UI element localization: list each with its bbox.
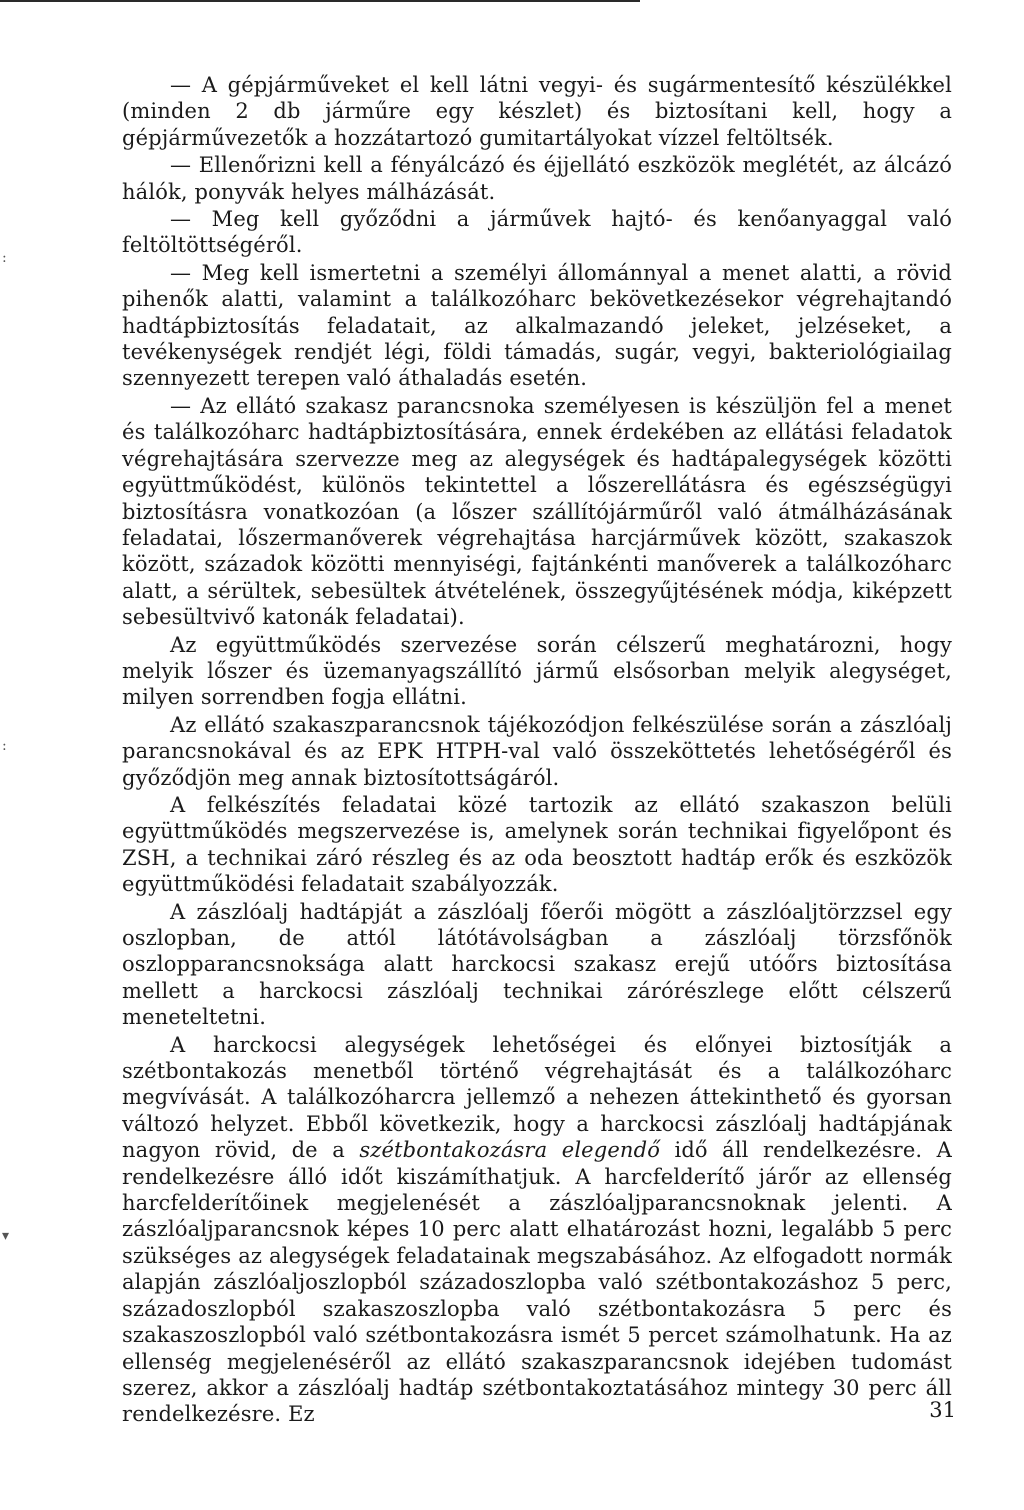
paragraph: Az együttműködés szervezése során célszerű meghatározni, hogy melyik lőszer és üzemanyagszállító jármű elsősorban melyik alegységet, milyen sorrendben fogja ellátni. bbox=[122, 632, 952, 710]
paragraph: — Meg kell győződni a járművek hajtó- és kenőanyaggal való feltöltöttségéről. bbox=[122, 207, 952, 258]
paragraph: — A gépjárműveket el kell látni vegyi- és sugármentesítő készülékkel (minden 2 db járműre egy készlet) és biztosítani kell, hogy a gépjárművezetők a hozzátartozó gumitartályokat vízzel feltöltsék. bbox=[122, 73, 952, 150]
page-number: 31 bbox=[929, 1398, 956, 1422]
paragraph: — Ellenőrizni kell a fényálcázó és éjjellátó eszközök meglétét, az álcázó hálók, ponyvák helyes málházását. bbox=[122, 153, 952, 204]
margin-mark: ▾ bbox=[2, 1228, 10, 1244]
margin-mark: : bbox=[2, 738, 7, 754]
paragraph: A zászlóalj hadtápját a zászlóalj főerői mögött a zászlóaljtörzzsel egy oszlopban, de attól látótávolságban a zászlóalj törzsfőnök oszlopparancsnoksága alatt harckocsi szakasz erejű utóőrs biztosítása mellett a harckocsi zászlóalj technikai zárórészlege előtt célszerű meneteltetni. bbox=[122, 899, 952, 1030]
paragraph: — Az ellátó szakasz parancsnoka személyesen is készüljön fel a menet és találkozóharc hadtápbiztosítására, ennek érdekében az ellátási feladatok végrehajtására szervezze meg az alegységek és hadtápalegységek közötti együttműködést, különös tekintettel a lőszerellátásra és egészségügyi biztosításra vonatkozóan (a lőszer szállítójárműről való átmálházásának feladatai, lőszermanőverek végrehajtása harcjárművek között, szakaszok között, századok közötti mennyiségi, fajtánkénti manőverek a találkozóharc alatt, a sérültek, sebesültek átvételének, összegyűjtésének módja, kiképzett sebesültvivő katonák feladatai). bbox=[122, 393, 952, 630]
paragraph: A felkészítés feladatai közé tartozik az ellátó szakaszon belüli együttműködés megszervezése is, amelynek során technikai figyelőpont és ZSH, a technikai záró részleg és az oda beosztott hadtáp erők és eszközök együttműködési feladatait szabályozzák. bbox=[122, 792, 952, 897]
top-rule bbox=[0, 0, 640, 2]
emphasis: szétbontakozásra elegendő bbox=[359, 1138, 660, 1163]
paragraph: A harckocsi alegységek lehetőségei és előnyei biztosítják a szétbontakozás menetből történő végrehajtását és a találkozóharc megvívását. A találkozóharcra jellemző a nehezen áttekinthető és gyorsan változó helyzet. Ebből következik, hogy a harckocsi zászlóalj hadtápjának nagyon rövid, de a szétbontakozásra elegendő idő áll rendelkezésre. A rendelkezésre álló időt kiszámíthatjuk. A harcfelderítő járőr az ellenség harcfelderítőinek megjelenését a zászlóaljparancsnoknak jelenti. A zászlóaljparancsnok képes 10 perc alatt elhatározást hozni, legalább 5 perc szükséges az alegységek feladatainak megszabásához. Az elfogadott normák alapján zászlóaljoszlopból századoszlopba való szétbontakozáshoz 5 perc, századoszlopból szakaszoszlopba való szétbontakozásra 5 perc és szakaszoszlopból való szétbontakozásra ismét 5 percet számolhatunk. Ha az ellenség megjelenéséről az ellátó szakaszparancsnok idejében tudomást szerez, akkor a zászlóalj hadtáp szétbontakoztatásához mintegy 30 perc áll rendelkezésre. Ez bbox=[122, 1032, 952, 1427]
paragraph: — Meg kell ismertetni a személyi állománnyal a menet alatti, a rövid pihenők alatti, valamint a találkozóharc bekövetkezésekor végrehajtandó hadtápbiztosítás feladatait, az alkalmazandó jeleket, jelzéseket, a tevékenységek rendjét légi, földi támadás, sugár, vegyi, bakteriológiailag szennyezett terepen való áthaladás esetén. bbox=[122, 260, 952, 391]
paragraph: Az ellátó szakaszparancsnok tájékozódjon felkészülése során a zászlóalj parancsnokával és az EPK HTPH-val való összeköttetés lehetőségéről és győződjön meg annak biztosítottságáról. bbox=[122, 712, 952, 790]
body-text bbox=[122, 72, 952, 1429]
margin-mark: : bbox=[2, 250, 7, 266]
